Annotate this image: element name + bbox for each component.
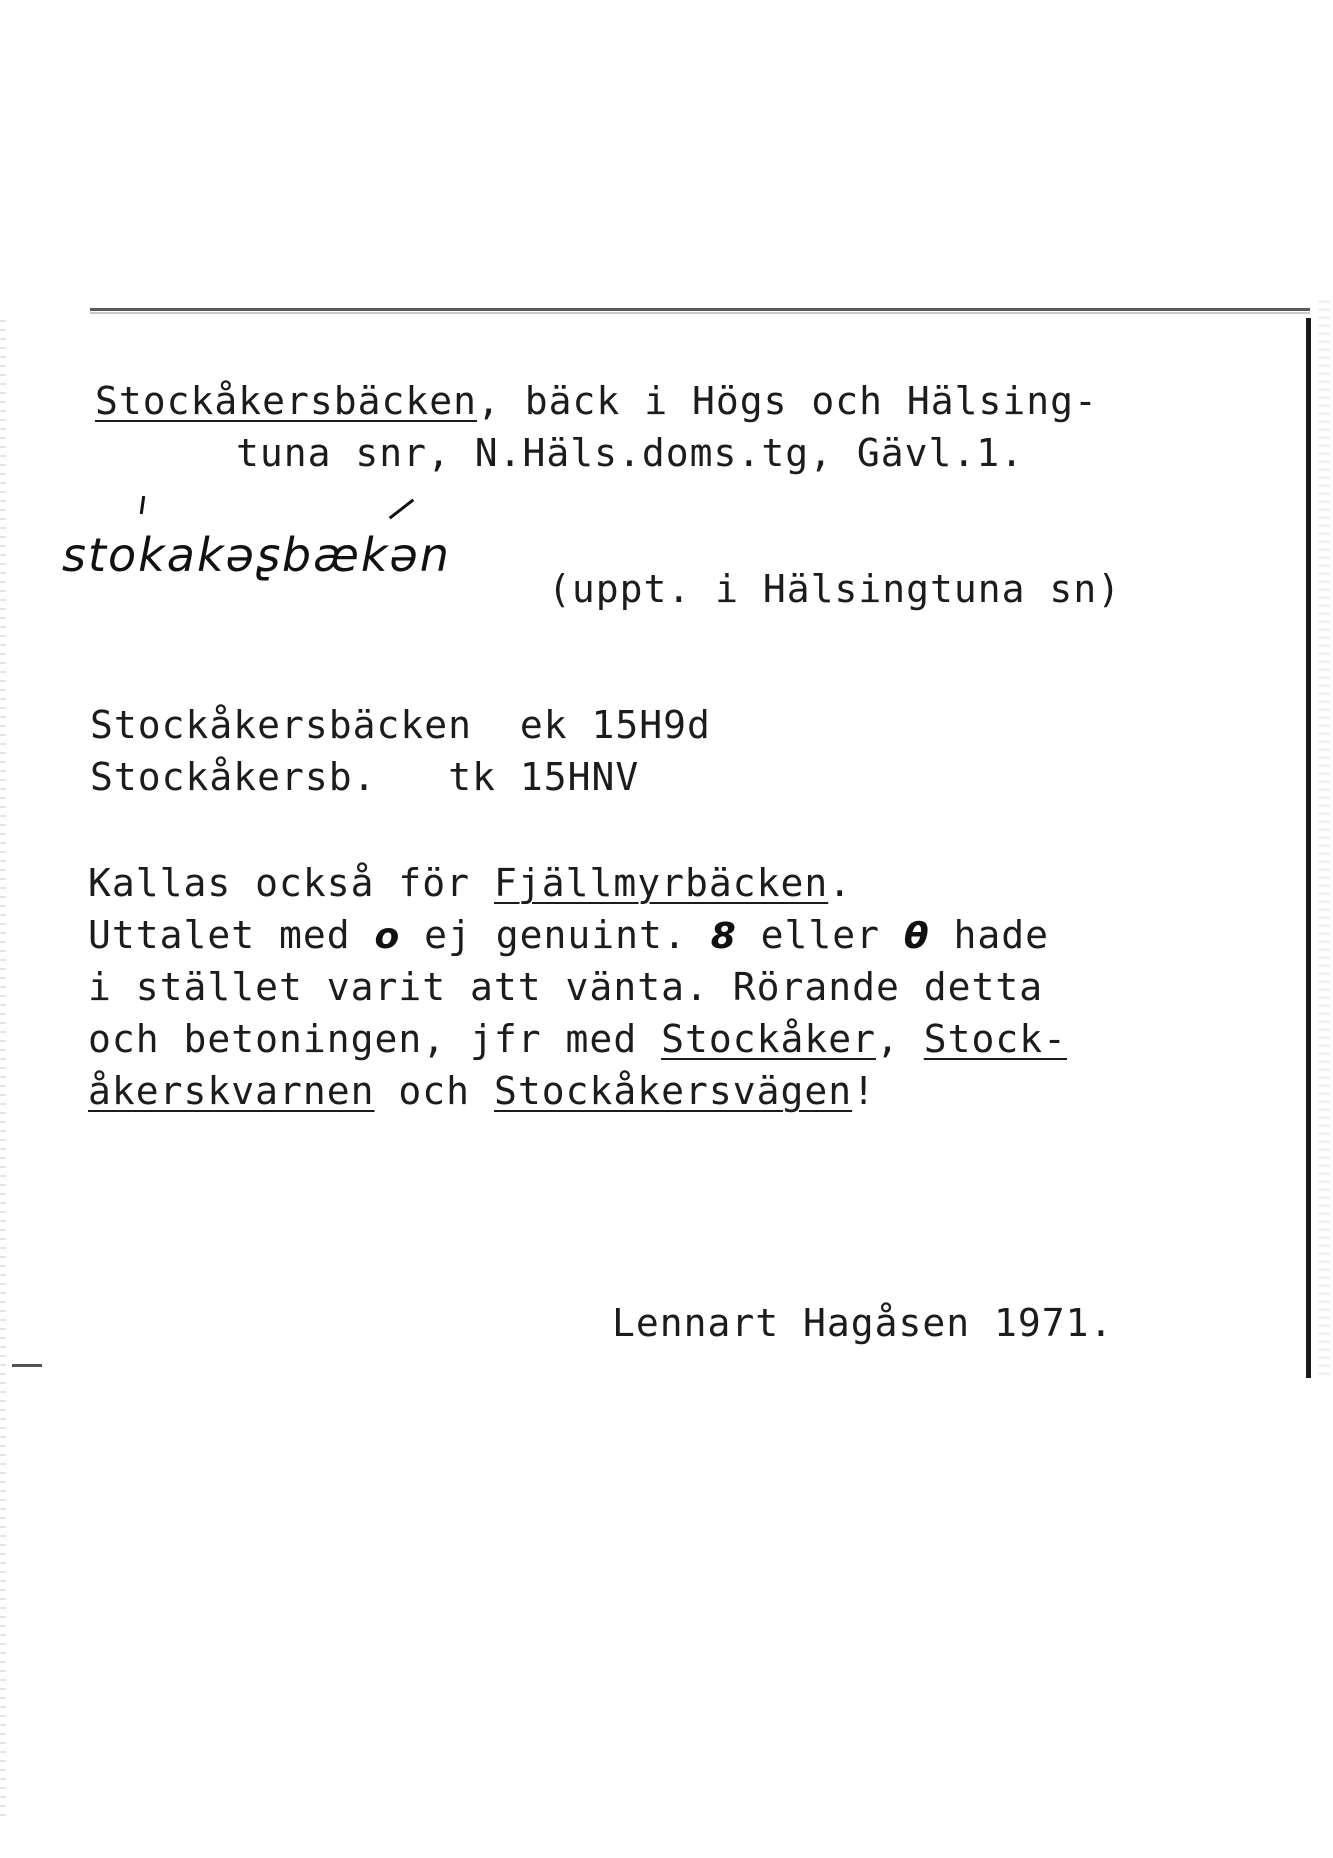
note-line-1: Kallas också för Fjällmyrbäcken.	[88, 861, 853, 905]
phonetic-note: (uppt. i Hälsingtuna sn)	[548, 567, 1122, 611]
entry-description: , bäck i Högs och Hälsing-	[477, 379, 1098, 423]
map-ref-map: tk	[448, 755, 496, 799]
note-line-5: åkerskvarnen och Stockåkersvägen!	[88, 1069, 876, 1113]
cross-ref-stockaker: Stockåker	[661, 1017, 876, 1061]
note-line-3: i stället varit att vänta. Rörande detta	[88, 965, 1044, 1009]
phonetic-symbol-o: o	[374, 916, 401, 957]
cross-ref-stockakerskvarnen-part2: åkerskvarnen	[88, 1069, 375, 1113]
map-ref-map: ek	[519, 703, 568, 747]
map-ref-sheet: 15HNV	[519, 755, 640, 799]
scan-mark	[12, 1364, 42, 1367]
note-line-2: Uttalet med o ej genuint. 8 eller θ hade	[88, 913, 1050, 957]
cross-ref-fjallmyrbacken: Fjällmyrbäcken	[493, 861, 829, 905]
card-right-edge	[1306, 318, 1311, 1378]
entry-line-2: tuna snr, N.Häls.doms.tg, Gävl.1.	[236, 431, 1024, 475]
cross-ref-stockakersvagen: Stockåkersvägen	[493, 1069, 853, 1113]
map-ref-row	[90, 754, 639, 800]
note-line-4: och betoningen, jfr med Stockåker, Stock-	[88, 1017, 1068, 1061]
map-ref-name: Stockåkersb.	[90, 755, 377, 799]
scan-edge-left	[0, 320, 6, 1820]
card-top-edge	[90, 308, 1310, 311]
phonetic-symbol-theta: θ	[903, 916, 930, 957]
headword: Stockåkersbäcken	[95, 379, 478, 423]
card-top-shadow	[90, 312, 1310, 314]
cross-ref-stockakerskvarnen-part1: Stock-	[923, 1017, 1068, 1061]
map-ref-name: Stockåkersbäcken	[90, 703, 473, 747]
phonetic-transcription: stokakəʂbækən	[62, 528, 451, 582]
phonetic-symbol-8: 8	[710, 916, 737, 957]
scan-edge-right	[1318, 300, 1330, 1380]
entry-line-1	[95, 378, 1098, 424]
map-ref-sheet: 15H9d	[591, 703, 711, 747]
signature: Lennart Hagåsen 1971.	[612, 1301, 1114, 1345]
map-ref-row	[90, 702, 711, 748]
stress-mark-primary	[140, 496, 145, 514]
stress-mark-secondary	[389, 499, 414, 520]
